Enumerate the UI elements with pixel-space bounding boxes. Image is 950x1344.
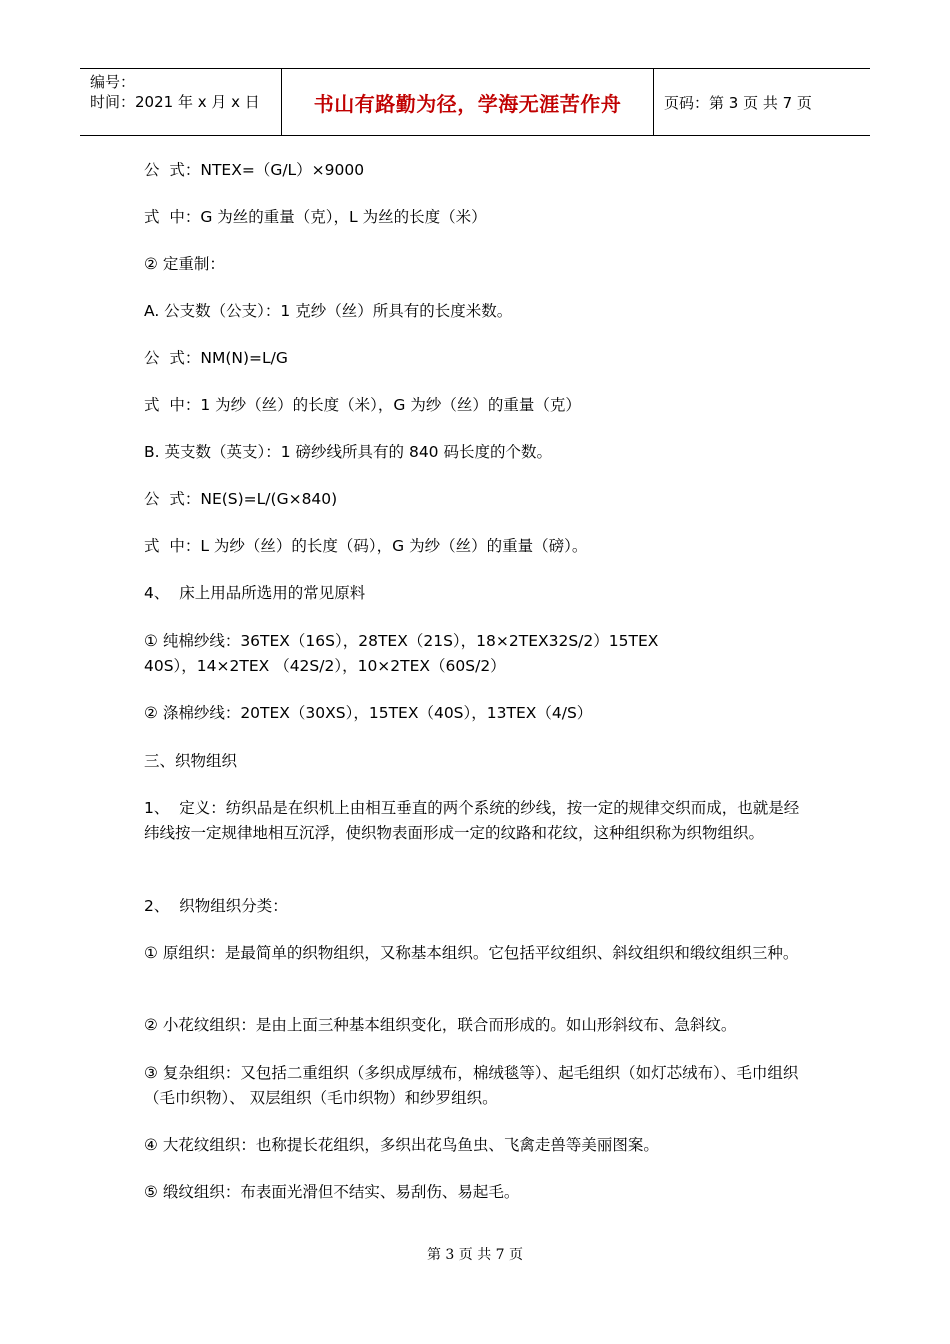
paragraph: 1、 定义：纺织品是在织机上由相互垂直的两个系统的纱线，按一定的规律交织而成，也就是经纬线按一定规律地相互沉浮，使织物表面形成一定的纹路和花纹，这种组织称为织物组织。: [144, 799, 800, 842]
paragraph: ① 纯棉纱线：36TEX（16S），28TEX（21S），18×2TEX32S/2）15TEX 40S），14×2TEX （42S/2），10×2TEX（60S/2）: [144, 632, 659, 675]
page-header: [80, 68, 870, 136]
paragraph: ⑤ 缎纹组织：布表面光滑但不结实、易刮伤、易起毛。: [144, 1183, 520, 1201]
paragraph: ③ 复杂组织：又包括二重组织（多织成厚绒布，棉绒毯等）、起毛组织（如灯芯绒布）、毛巾组织（毛巾织物）、 双层组织（毛巾织物）和纱罗组织。: [144, 1064, 799, 1107]
paragraph: ② 定重制：: [144, 255, 225, 273]
header-motto: 书山有路勤为径，学海无涯苦作舟: [282, 69, 654, 135]
paragraph: A. 公支数（公支）：1 克纱（丝）所具有的长度米数。: [144, 302, 513, 320]
document-number-label: 编号：: [90, 73, 136, 91]
section-heading: 4、 床上用品所选用的常见原料: [144, 584, 366, 602]
paragraph: 式 中：L 为纱（丝）的长度（码），G 为纱（丝）的重量（磅）。: [144, 537, 588, 555]
document-time-label: 时间：2021 年 x 月 x 日: [90, 93, 260, 111]
header-page-info: 页码：第 3 页 共 7 页: [664, 93, 812, 112]
header-meta: [80, 69, 282, 135]
paragraph: 式 中：1 为纱（丝）的长度（米），G 为纱（丝）的重量（克）: [144, 396, 581, 414]
page-footer: 第 3 页 共 7 页: [426, 1247, 524, 1263]
paragraph: B. 英支数（英支）：1 磅纱线所具有的 840 码长度的个数。: [144, 443, 552, 461]
section-heading: 三、织物组织: [144, 752, 238, 770]
section-heading: 2、 织物组织分类：: [144, 897, 288, 915]
paragraph: ④ 大花纹组织：也称提长花组织，多织出花鸟鱼虫、飞禽走兽等美丽图案。: [144, 1136, 659, 1154]
paragraph: 公 式：NM(N)=L/G: [144, 349, 288, 367]
paragraph: 公 式：NE(S)=L/(G×840): [144, 490, 338, 508]
paragraph: ② 涤棉纱线：20TEX（30XS），15TEX（40S），13TEX（4/S）: [144, 704, 593, 722]
paragraph: ② 小花纹组织：是由上面三种基本组织变化，联合而形成的。如山形斜纹布、急斜纹。: [144, 1016, 737, 1034]
paragraph: ① 原组织：是最简单的织物组织，又称基本组织。它包括平纹组织、斜纹组织和缎纹组织三种。: [144, 944, 799, 962]
paragraph: 式 中：G 为丝的重量（克），L 为丝的长度（米）: [144, 208, 487, 226]
paragraph: 公 式：NTEX=（G/L）×9000: [144, 161, 365, 179]
